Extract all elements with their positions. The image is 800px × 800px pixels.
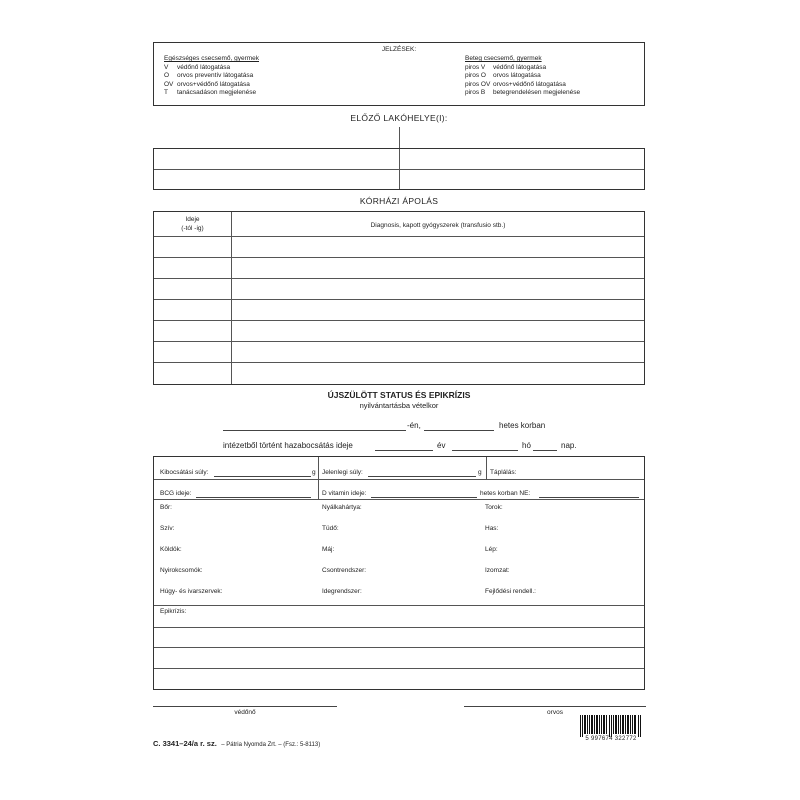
discharge-day-label: nap. <box>561 441 577 450</box>
heart-label: Szív: <box>160 525 175 532</box>
abdomen-label: Has: <box>485 525 499 532</box>
hospital-row-line <box>154 320 644 321</box>
legend-row: piros B betegrendelésen megjelenése <box>465 89 581 96</box>
residence-top-divider <box>399 127 400 149</box>
legend-sick-header: Beteg csecsemő, gyermek <box>465 55 542 62</box>
spleen-label: Lép: <box>485 546 498 553</box>
throat-label: Torok: <box>485 504 503 511</box>
registration-week-label: hetes korban <box>499 421 546 430</box>
discharge-month-label: hó <box>522 441 531 450</box>
navel-label: Köldök: <box>160 546 182 553</box>
status-divider <box>318 479 319 499</box>
barcode <box>577 715 645 745</box>
bcg-blank[interactable] <box>196 497 311 498</box>
registration-date-blank[interactable] <box>223 430 406 431</box>
mucosa-label: Nyálkahártya: <box>322 504 362 511</box>
vitamin-d-label: D vitamin ideje: <box>322 490 367 497</box>
bcg-label: BCG ideje: <box>160 490 192 497</box>
legend-title: JELZÉSEK: <box>381 46 417 53</box>
publisher-info: – Pátria Nyomda Zrt. – (Fsz.: 5-8113) <box>221 742 321 748</box>
barcode-bars <box>577 715 645 737</box>
legend-row: OV orvos+védőnő látogatása <box>164 80 250 88</box>
hospital-row-line <box>154 341 644 342</box>
hospital-table <box>153 211 645 385</box>
registration-week-blank[interactable] <box>424 430 494 431</box>
legend-row: piros OV orvos+védőnő látogatása <box>465 80 566 88</box>
legend-row: piros O orvos látogatása <box>465 72 541 79</box>
developmental-label: Fejlődési rendell.: <box>485 588 536 595</box>
status-divider <box>318 457 319 479</box>
legend-sick <box>465 55 580 98</box>
week-ne-blank[interactable] <box>539 497 639 498</box>
liver-label: Máj: <box>322 546 335 553</box>
legend-row: V védőnő látogatása <box>164 63 231 71</box>
nurse-signature-line[interactable] <box>153 706 337 707</box>
nervous-label: Idegrendszer: <box>322 588 362 595</box>
form-code-number: C. 3341–24/a r. sz. <box>153 739 217 748</box>
discharge-blank-1[interactable] <box>375 450 433 451</box>
current-weight-unit: g <box>478 469 482 476</box>
skin-label: Bőr: <box>160 504 172 511</box>
discharge-date-label: intézetből történt hazabocsátás ideje <box>223 441 353 450</box>
residence-row-line <box>154 169 644 170</box>
legend-healthy <box>164 55 259 98</box>
status-row-line <box>154 479 644 480</box>
status-divider <box>486 457 487 479</box>
hospital-row-line <box>154 299 644 300</box>
hospital-col-diagnosis-header: Diagnosis, kapott gyógyszerek (transfusio stb.) <box>370 222 506 229</box>
hospital-col-date-header: Ideje (-tól -ig) <box>181 216 204 232</box>
epicrisis-line <box>154 627 644 628</box>
legend-healthy-header: Egészséges csecsemő, gyermek <box>164 55 260 62</box>
discharge-weight-blank[interactable] <box>214 476 311 477</box>
urogenital-label: Húgy- és ivarszervek: <box>160 588 223 595</box>
vitamin-d-blank[interactable] <box>371 497 477 498</box>
hospital-col-divider <box>231 212 232 384</box>
nurse-signature-label: védőnő <box>234 709 256 716</box>
registration-en-label: -én, <box>407 421 421 430</box>
status-table <box>153 456 645 690</box>
legend-row: piros V védőnő látogatása <box>465 63 547 71</box>
week-ne-label: hetes korban NE: <box>480 490 531 497</box>
form-code <box>153 733 320 751</box>
previous-residence-title: ELŐZŐ LAKÓHELYE(I): <box>350 113 448 123</box>
hospital-row-line <box>154 257 644 258</box>
residence-table <box>153 148 645 190</box>
barcode-number: 5 997674 322772 <box>585 736 637 742</box>
discharge-year-label: év <box>437 441 446 450</box>
discharge-weight-unit: g <box>312 469 316 476</box>
epicrisis-line <box>154 647 644 648</box>
legend-box <box>153 42 645 106</box>
epicrisis-line <box>154 668 644 669</box>
epicrisis-label: Epikrízis: <box>160 608 187 615</box>
lymph-label: Nyirokcsomók: <box>160 567 203 574</box>
newborn-title: ÚJSZÜLÖTT STATUS ÉS EPIKRÍZIS <box>327 390 471 400</box>
discharge-blank-3[interactable] <box>533 450 557 451</box>
legend-row: O orvos preventív látogatása <box>164 72 254 79</box>
discharge-blank-2[interactable] <box>452 450 518 451</box>
newborn-subtitle: nyilvántartásba vételkor <box>359 401 439 410</box>
discharge-weight-label: Kibocsátási súly: <box>160 469 209 476</box>
status-row-line <box>154 499 644 500</box>
hospital-row-line <box>154 278 644 279</box>
feeding-label: Táplálás: <box>490 469 517 476</box>
doctor-signature-line[interactable] <box>464 706 646 707</box>
muscle-label: Izomzat: <box>485 567 510 574</box>
doctor-signature-label: orvos <box>547 709 563 716</box>
hospital-row-line <box>154 236 644 237</box>
status-row-line <box>154 605 644 606</box>
lung-label: Tüdő: <box>322 525 339 532</box>
hospital-title: KÓRHÁZI ÁPOLÁS <box>359 196 439 206</box>
current-weight-blank[interactable] <box>368 476 476 477</box>
current-weight-label: Jelenlegi súly: <box>322 469 363 476</box>
legend-row: T tanácsadáson megjelenése <box>164 89 257 96</box>
skeleton-label: Csontrendszer: <box>322 567 367 574</box>
hospital-row-line <box>154 362 644 363</box>
